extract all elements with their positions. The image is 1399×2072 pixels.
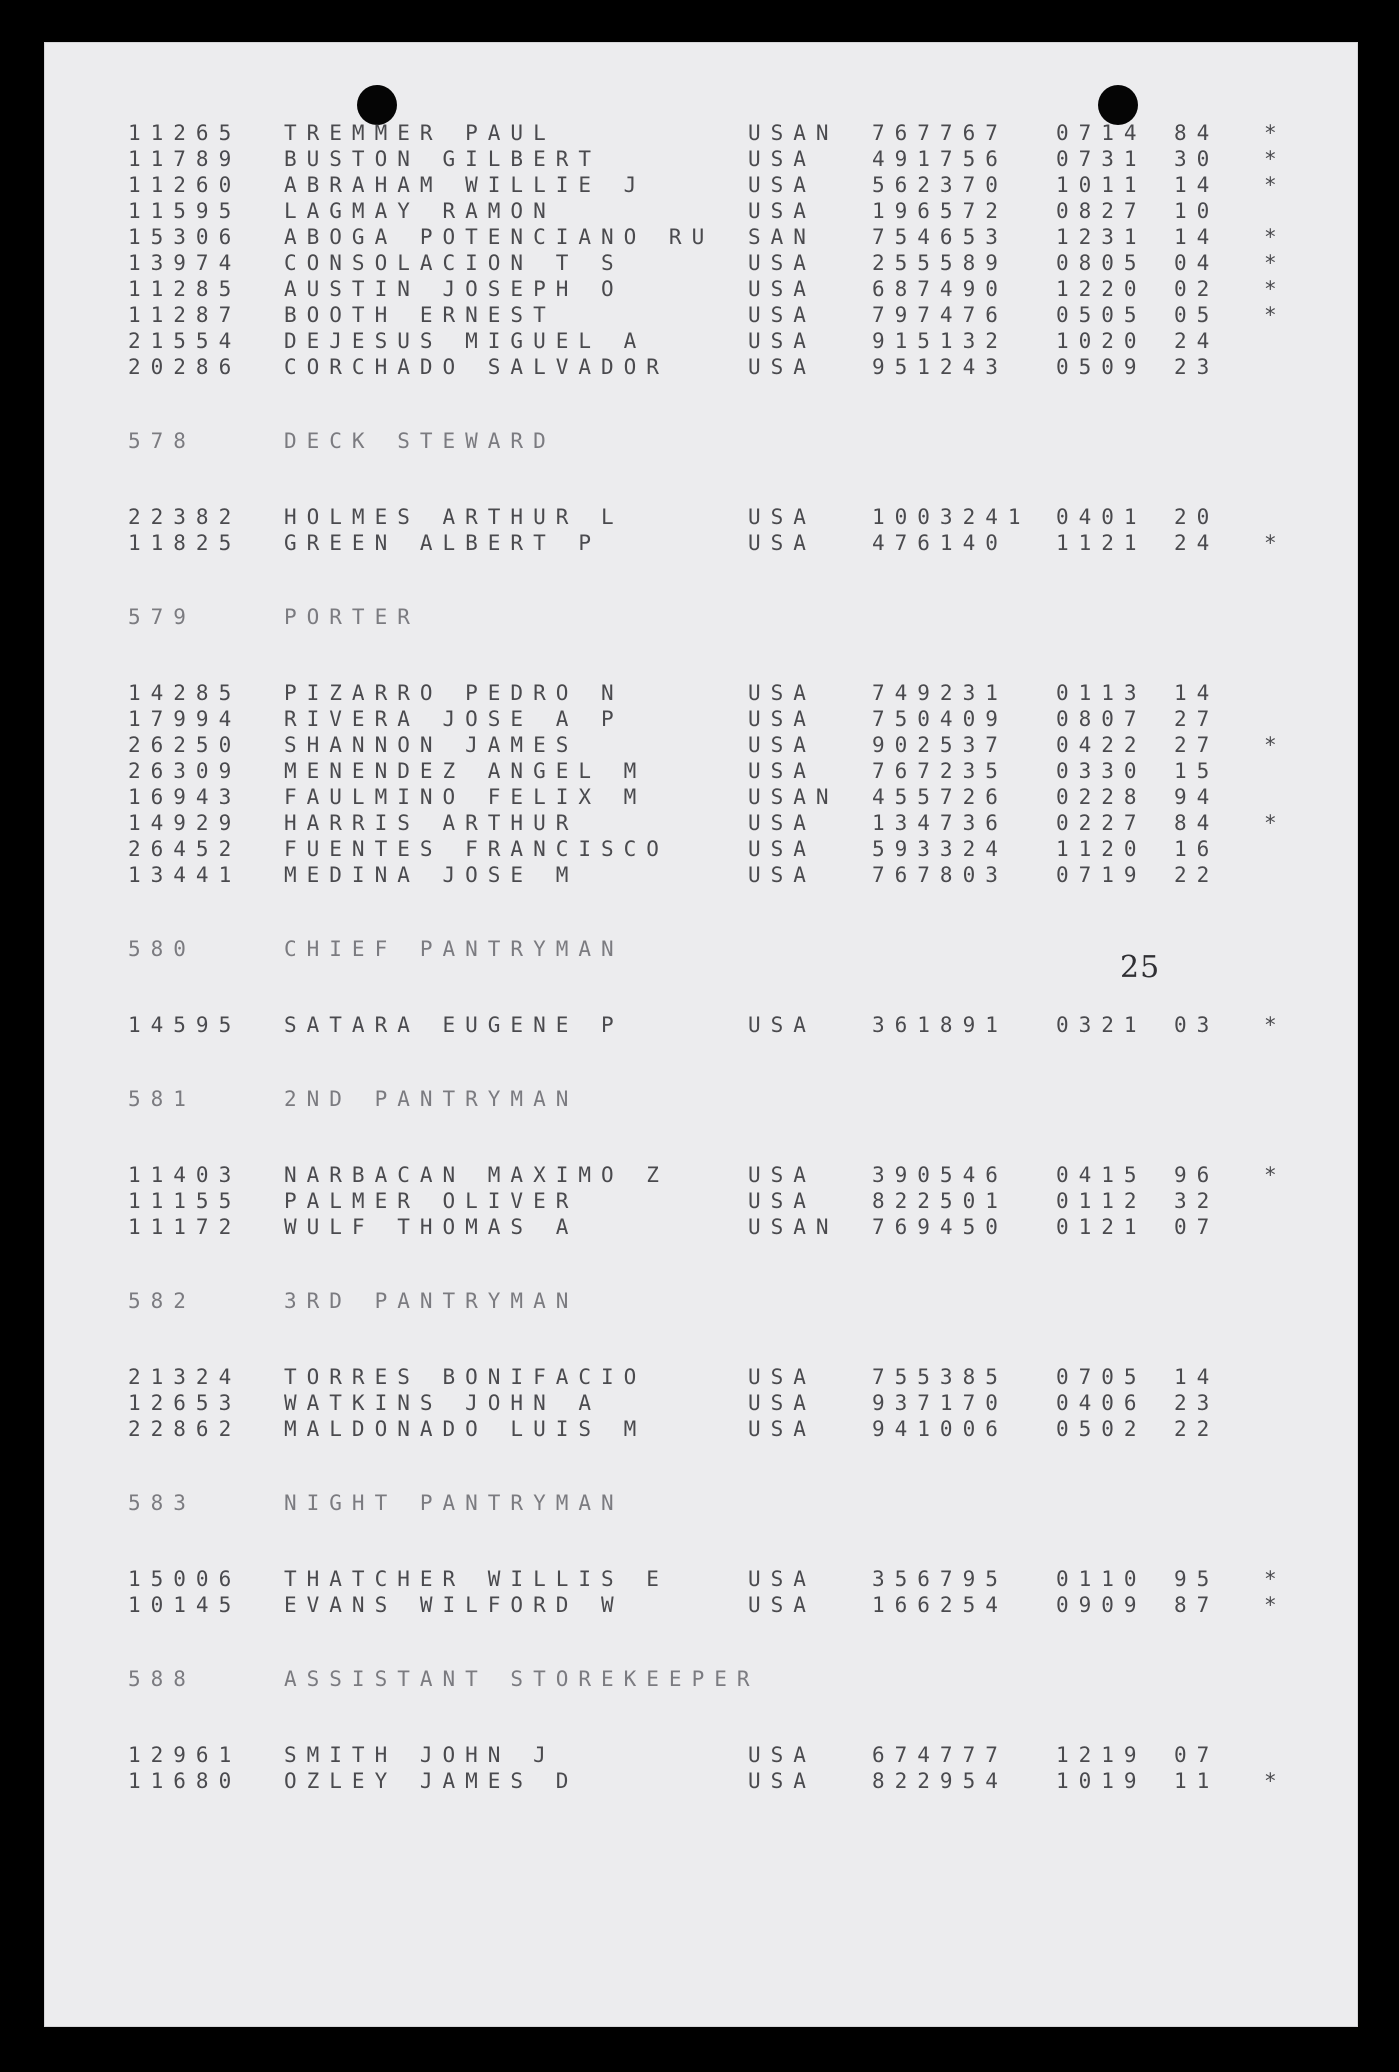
- document-number: 915132: [872, 329, 1008, 353]
- date-code: 0112: [1056, 1189, 1147, 1213]
- citizenship: USA: [748, 759, 816, 783]
- crew-record: [84, 302, 1287, 328]
- date-code: 1220: [1056, 277, 1147, 301]
- document-number: 134736: [872, 811, 1008, 835]
- asterisk-mark: *: [1264, 1163, 1287, 1187]
- asterisk-mark: *: [1264, 1593, 1287, 1617]
- section-header: [84, 604, 1284, 630]
- document-number: 902537: [872, 733, 1008, 757]
- age-code: 22: [1174, 1417, 1220, 1441]
- record-id: 11825: [128, 531, 242, 555]
- crew-record: [84, 146, 1287, 172]
- age-code: 11: [1174, 1769, 1220, 1793]
- crew-record: [84, 1416, 1284, 1442]
- date-code: 1231: [1056, 225, 1147, 249]
- citizenship: USA: [748, 505, 816, 529]
- crew-record: [84, 328, 1284, 354]
- record-id: 11155: [128, 1189, 242, 1213]
- date-code: 0321: [1056, 1013, 1147, 1037]
- section: [84, 1086, 1287, 1240]
- date-code: 1011: [1056, 173, 1147, 197]
- record-id: 21554: [128, 329, 242, 353]
- age-code: 22: [1174, 863, 1220, 887]
- age-code: 27: [1174, 733, 1220, 757]
- asterisk-mark: *: [1264, 303, 1287, 327]
- section-title: 2ND PANTRYMAN: [284, 1087, 579, 1111]
- citizenship: SAN: [748, 225, 816, 249]
- date-code: 0415: [1056, 1163, 1147, 1187]
- record-id: 11287: [128, 303, 242, 327]
- crew-name: EVANS WILFORD W: [284, 1593, 624, 1617]
- crew-record: [84, 1214, 1284, 1240]
- crew-record: [84, 1390, 1284, 1416]
- date-code: 1020: [1056, 329, 1147, 353]
- crew-name: DEJESUS MIGUEL A: [284, 329, 647, 353]
- section-header: [84, 428, 1284, 454]
- record-id: 11403: [128, 1163, 242, 1187]
- crew-name: TREMMER PAUL: [284, 121, 556, 145]
- crew-name: MEDINA JOSE M: [284, 863, 579, 887]
- crew-name: PIZARRO PEDRO N: [284, 681, 624, 705]
- crew-name: TORRES BONIFACIO: [284, 1365, 647, 1389]
- date-code: 0509: [1056, 355, 1147, 379]
- section-header: [84, 1086, 1284, 1112]
- section: [84, 1666, 1287, 1794]
- crew-name: SHANNON JAMES: [284, 733, 579, 757]
- citizenship: USA: [748, 531, 816, 555]
- crew-record: [84, 120, 1287, 146]
- section-code: 582: [128, 1289, 196, 1313]
- document-number: 767803: [872, 863, 1008, 887]
- crew-record: [84, 276, 1287, 302]
- document-number: 822501: [872, 1189, 1008, 1213]
- crew-name: MALDONADO LUIS M: [284, 1417, 647, 1441]
- document-number: 797476: [872, 303, 1008, 327]
- asterisk-mark: *: [1264, 121, 1287, 145]
- record-id: 22382: [128, 505, 242, 529]
- record-id: 17994: [128, 707, 242, 731]
- citizenship: USA: [748, 277, 816, 301]
- record-id: 11260: [128, 173, 242, 197]
- section-header: [84, 1288, 1284, 1314]
- document-number: 361891: [872, 1013, 1008, 1037]
- citizenship: USA: [748, 355, 816, 379]
- date-code: 0401: [1056, 505, 1147, 529]
- document-number: 255589: [872, 251, 1008, 275]
- age-code: 95: [1174, 1567, 1220, 1591]
- date-code: 0731: [1056, 147, 1147, 171]
- age-code: 27: [1174, 707, 1220, 731]
- crew-name: OZLEY JAMES D: [284, 1769, 579, 1793]
- record-id: 14595: [128, 1013, 242, 1037]
- crew-record: [84, 1742, 1284, 1768]
- date-code: 0228: [1056, 785, 1147, 809]
- age-code: 10: [1174, 199, 1220, 223]
- age-code: 32: [1174, 1189, 1220, 1213]
- crew-record: [84, 1162, 1287, 1188]
- age-code: 04: [1174, 251, 1220, 275]
- citizenship: USA: [748, 1567, 816, 1591]
- section-code: 579: [128, 605, 196, 629]
- punch-hole-left: [357, 85, 397, 125]
- date-code: 0805: [1056, 251, 1147, 275]
- crew-record: [84, 1188, 1284, 1214]
- crew-name: BUSTON GILBERT: [284, 147, 602, 171]
- asterisk-mark: *: [1264, 277, 1287, 301]
- record-id: 12653: [128, 1391, 242, 1415]
- crew-name: HOLMES ARTHUR L: [284, 505, 624, 529]
- document-number: 674777: [872, 1743, 1008, 1767]
- date-code: 0714: [1056, 121, 1147, 145]
- age-code: 16: [1174, 837, 1220, 861]
- crew-list: [84, 120, 1287, 1794]
- age-code: 14: [1174, 173, 1220, 197]
- crew-record: [84, 504, 1284, 530]
- citizenship: USA: [748, 303, 816, 327]
- asterisk-mark: *: [1264, 1567, 1287, 1591]
- crew-name: AUSTIN JOSEPH O: [284, 277, 624, 301]
- record-id: 11595: [128, 199, 242, 223]
- crew-record: [84, 354, 1284, 380]
- citizenship: USA: [748, 329, 816, 353]
- crew-name: PALMER OLIVER: [284, 1189, 579, 1213]
- date-code: 0807: [1056, 707, 1147, 731]
- crew-record: [84, 250, 1287, 276]
- age-code: 03: [1174, 1013, 1220, 1037]
- punch-hole-right: [1098, 85, 1138, 125]
- date-code: 0110: [1056, 1567, 1147, 1591]
- citizenship: USA: [748, 1163, 816, 1187]
- citizenship: USA: [748, 837, 816, 861]
- crew-record: [84, 1012, 1287, 1038]
- crew-record: [84, 810, 1287, 836]
- document-number: 1003241: [872, 505, 1031, 529]
- crew-record: [84, 862, 1284, 888]
- age-code: 07: [1174, 1215, 1220, 1239]
- record-id: 13441: [128, 863, 242, 887]
- crew-name: WULF THOMAS A: [284, 1215, 579, 1239]
- crew-record: [84, 1768, 1287, 1794]
- citizenship: USA: [748, 733, 816, 757]
- section-code: 581: [128, 1087, 196, 1111]
- crew-name: GREEN ALBERT P: [284, 531, 602, 555]
- asterisk-mark: *: [1264, 225, 1287, 249]
- date-code: 0121: [1056, 1215, 1147, 1239]
- section: [84, 120, 1287, 380]
- crew-record: [84, 198, 1284, 224]
- section: [84, 604, 1287, 888]
- crew-record: [84, 706, 1284, 732]
- citizenship: USA: [748, 1365, 816, 1389]
- record-id: 26452: [128, 837, 242, 861]
- crew-name: LAGMAY RAMON: [284, 199, 556, 223]
- record-id: 12961: [128, 1743, 242, 1767]
- date-code: 1219: [1056, 1743, 1147, 1767]
- record-id: 11265: [128, 121, 242, 145]
- document-number: 754653: [872, 225, 1008, 249]
- crew-name: SMITH JOHN J: [284, 1743, 556, 1767]
- crew-name: CORCHADO SALVADOR: [284, 355, 669, 379]
- citizenship: USAN: [748, 121, 839, 145]
- record-id: 10145: [128, 1593, 242, 1617]
- record-id: 13974: [128, 251, 242, 275]
- asterisk-mark: *: [1264, 1769, 1287, 1793]
- citizenship: USA: [748, 1391, 816, 1415]
- citizenship: USA: [748, 1013, 816, 1037]
- age-code: 23: [1174, 355, 1220, 379]
- age-code: 15: [1174, 759, 1220, 783]
- citizenship: USA: [748, 251, 816, 275]
- age-code: 24: [1174, 329, 1220, 353]
- document-number: 749231: [872, 681, 1008, 705]
- document-number: 767235: [872, 759, 1008, 783]
- crew-record: [84, 530, 1287, 556]
- record-id: 21324: [128, 1365, 242, 1389]
- citizenship: USA: [748, 863, 816, 887]
- record-id: 11285: [128, 277, 242, 301]
- asterisk-mark: *: [1264, 173, 1287, 197]
- age-code: 20: [1174, 505, 1220, 529]
- age-code: 14: [1174, 225, 1220, 249]
- date-code: 1019: [1056, 1769, 1147, 1793]
- record-id: 15306: [128, 225, 242, 249]
- crew-record: [84, 224, 1287, 250]
- document-number: 196572: [872, 199, 1008, 223]
- age-code: 23: [1174, 1391, 1220, 1415]
- document-number: 755385: [872, 1365, 1008, 1389]
- section-code: 580: [128, 937, 196, 961]
- section-title: DECK STEWARD: [284, 429, 556, 453]
- document-number: 822954: [872, 1769, 1008, 1793]
- record-id: 11172: [128, 1215, 242, 1239]
- document-number: 491756: [872, 147, 1008, 171]
- crew-name: RIVERA JOSE A P: [284, 707, 624, 731]
- citizenship: USA: [748, 1769, 816, 1793]
- date-code: 1121: [1056, 531, 1147, 555]
- section-code: 588: [128, 1667, 196, 1691]
- asterisk-mark: *: [1264, 1013, 1287, 1037]
- crew-name: BOOTH ERNEST: [284, 303, 556, 327]
- crew-record: [84, 1566, 1287, 1592]
- crew-name: FUENTES FRANCISCO: [284, 837, 669, 861]
- age-code: 30: [1174, 147, 1220, 171]
- date-code: 0719: [1056, 863, 1147, 887]
- record-id: 11680: [128, 1769, 242, 1793]
- record-id: 20286: [128, 355, 242, 379]
- age-code: 87: [1174, 1593, 1220, 1617]
- age-code: 24: [1174, 531, 1220, 555]
- document-number: 390546: [872, 1163, 1008, 1187]
- record-id: 26250: [128, 733, 242, 757]
- citizenship: USA: [748, 707, 816, 731]
- record-id: 11789: [128, 147, 242, 171]
- citizenship: USAN: [748, 785, 839, 809]
- document-number: 767767: [872, 121, 1008, 145]
- citizenship: USA: [748, 1417, 816, 1441]
- section-code: 578: [128, 429, 196, 453]
- date-code: 0705: [1056, 1365, 1147, 1389]
- citizenship: USA: [748, 1593, 816, 1617]
- date-code: 0502: [1056, 1417, 1147, 1441]
- section: [84, 1490, 1287, 1618]
- citizenship: USA: [748, 1743, 816, 1767]
- asterisk-mark: *: [1264, 531, 1287, 555]
- crew-name: ABOGA POTENCIANO RU: [284, 225, 715, 249]
- section-header: [84, 936, 1284, 962]
- section-header: [84, 1490, 1284, 1516]
- section-title: 3RD PANTRYMAN: [284, 1289, 579, 1313]
- age-code: 14: [1174, 681, 1220, 705]
- age-code: 05: [1174, 303, 1220, 327]
- date-code: 0330: [1056, 759, 1147, 783]
- section-title: ASSISTANT STOREKEEPER: [284, 1667, 760, 1691]
- crew-record: [84, 758, 1284, 784]
- citizenship: USA: [748, 681, 816, 705]
- citizenship: USA: [748, 173, 816, 197]
- crew-record: [84, 172, 1287, 198]
- citizenship: USA: [748, 147, 816, 171]
- age-code: 84: [1174, 811, 1220, 835]
- crew-record: [84, 836, 1284, 862]
- section: [84, 1288, 1284, 1442]
- document-number: 687490: [872, 277, 1008, 301]
- document-number: 562370: [872, 173, 1008, 197]
- document-number: 750409: [872, 707, 1008, 731]
- crew-name: MENENDEZ ANGEL M: [284, 759, 647, 783]
- age-code: 96: [1174, 1163, 1220, 1187]
- section-title: PORTER: [284, 605, 420, 629]
- document-number: 476140: [872, 531, 1008, 555]
- crew-name: SATARA EUGENE P: [284, 1013, 624, 1037]
- record-id: 15006: [128, 1567, 242, 1591]
- section-title: NIGHT PANTRYMAN: [284, 1491, 624, 1515]
- crew-record: [84, 1364, 1284, 1390]
- citizenship: USA: [748, 811, 816, 835]
- document-number: 166254: [872, 1593, 1008, 1617]
- section-title: CHIEF PANTRYMAN: [284, 937, 624, 961]
- document-number: 937170: [872, 1391, 1008, 1415]
- document-number: 941006: [872, 1417, 1008, 1441]
- citizenship: USA: [748, 199, 816, 223]
- crew-name: NARBACAN MAXIMO Z: [284, 1163, 669, 1187]
- crew-name: THATCHER WILLIS E: [284, 1567, 669, 1591]
- date-code: 0406: [1056, 1391, 1147, 1415]
- age-code: 84: [1174, 121, 1220, 145]
- asterisk-mark: *: [1264, 733, 1287, 757]
- date-code: 0505: [1056, 303, 1147, 327]
- crew-name: WATKINS JOHN A: [284, 1391, 602, 1415]
- asterisk-mark: *: [1264, 811, 1287, 835]
- citizenship: USAN: [748, 1215, 839, 1239]
- section: [84, 428, 1287, 556]
- document-number: 593324: [872, 837, 1008, 861]
- crew-name: FAULMINO FELIX M: [284, 785, 647, 809]
- page-number: 25: [1120, 950, 1161, 985]
- document-number: 356795: [872, 1567, 1008, 1591]
- citizenship: USA: [748, 1189, 816, 1213]
- record-id: 14929: [128, 811, 242, 835]
- crew-record: [84, 1592, 1287, 1618]
- document-number: 769450: [872, 1215, 1008, 1239]
- age-code: 02: [1174, 277, 1220, 301]
- crew-record: [84, 680, 1284, 706]
- record-id: 14285: [128, 681, 242, 705]
- date-code: 0909: [1056, 1593, 1147, 1617]
- age-code: 94: [1174, 785, 1220, 809]
- document-number: 455726: [872, 785, 1008, 809]
- record-id: 16943: [128, 785, 242, 809]
- date-code: 1120: [1056, 837, 1147, 861]
- record-id: 22862: [128, 1417, 242, 1441]
- crew-record: [84, 732, 1287, 758]
- asterisk-mark: *: [1264, 147, 1287, 171]
- date-code: 0227: [1056, 811, 1147, 835]
- date-code: 0113: [1056, 681, 1147, 705]
- age-code: 07: [1174, 1743, 1220, 1767]
- age-code: 14: [1174, 1365, 1220, 1389]
- record-id: 26309: [128, 759, 242, 783]
- section: [84, 936, 1287, 1038]
- crew-name: ABRAHAM WILLIE J: [284, 173, 647, 197]
- crew-name: HARRIS ARTHUR: [284, 811, 579, 835]
- section-header: [84, 1666, 1284, 1692]
- asterisk-mark: *: [1264, 251, 1287, 275]
- crew-name: CONSOLACION T S: [284, 251, 624, 275]
- date-code: 0827: [1056, 199, 1147, 223]
- date-code: 0422: [1056, 733, 1147, 757]
- crew-record: [84, 784, 1284, 810]
- section-code: 583: [128, 1491, 196, 1515]
- document-number: 951243: [872, 355, 1008, 379]
